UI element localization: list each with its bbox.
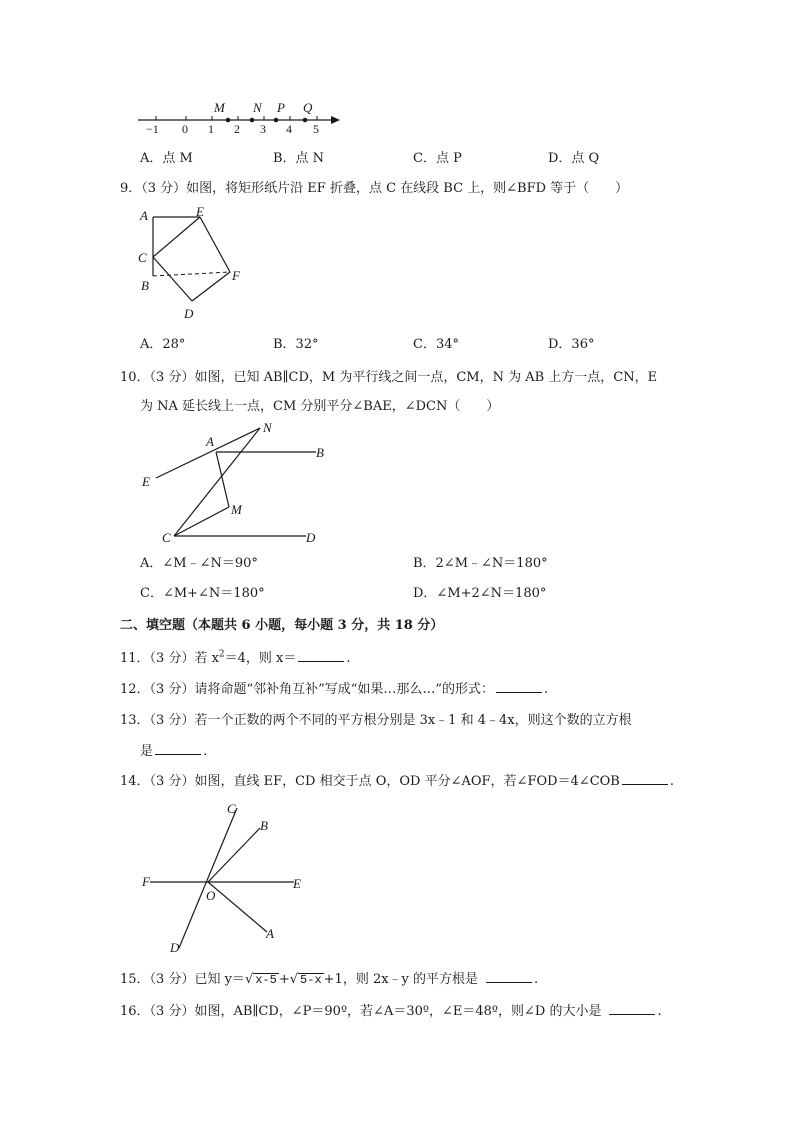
point-label: P [277, 100, 285, 115]
tick-label: 2 [234, 122, 240, 136]
q11-end: . [346, 651, 351, 666]
q12 [120, 678, 548, 697]
sqrt-radicand: 5-x [300, 973, 322, 987]
answer-blank[interactable] [496, 680, 542, 693]
q13-line2-prefix: 是 [140, 744, 154, 759]
answer-blank[interactable] [609, 1002, 655, 1015]
tick-label: 1 [208, 122, 214, 136]
q14-figure [136, 800, 316, 958]
tick-label: −1 [146, 122, 159, 136]
q9-figure [132, 202, 252, 324]
fig-label: A [206, 434, 214, 449]
q13-end: . [203, 744, 208, 759]
point-label: M [214, 100, 225, 115]
number-line-figure [130, 96, 350, 138]
answer-blank[interactable] [155, 742, 201, 755]
q14-stem: 14．（3 分）如图，直线 EF，CD 相交于点 O，OD 平分∠AOF，若∠FOD＝4∠COB [120, 774, 620, 789]
fig-label: C [138, 250, 147, 265]
q11-suffix: ＝4，则 x＝ [224, 651, 297, 666]
tick-label: 3 [260, 122, 266, 136]
q11-prefix: 11．（3 分）若 x [120, 651, 219, 666]
q13-line2 [140, 740, 207, 759]
q14-end: . [669, 774, 675, 789]
section-title: 二、填空题（本题共 6 小题，每小题 3 分，共 18 分） [120, 618, 444, 633]
q9-option-c: C．34° [413, 337, 459, 352]
q14 [120, 770, 674, 789]
q9-option-b: B．32° [273, 337, 319, 352]
q10-figure [138, 418, 328, 546]
q10-option-c: C．∠M+∠N＝180° [140, 586, 265, 601]
fig-label: B [141, 278, 149, 293]
fig-label: B [260, 818, 268, 833]
fig-label: D [306, 530, 316, 545]
answer-blank[interactable] [486, 970, 532, 983]
q10-option-a: A．∠M﹣∠N＝90° [140, 556, 258, 571]
point-label: N [253, 100, 262, 115]
fig-label: D [170, 940, 180, 955]
q8-option-c: C．点 P [413, 151, 462, 166]
q9-option-a: A．28° [140, 337, 186, 352]
q12-end: . [544, 682, 549, 697]
q16 [120, 1000, 662, 1019]
fig-label: O [206, 888, 216, 903]
fig-label: A [140, 208, 148, 223]
fig-label: B [316, 445, 324, 460]
answer-blank[interactable] [622, 772, 668, 785]
q15-suffix: +1，则 2x﹣y 的平方根是 [323, 972, 479, 987]
q9-stem: 9．（3 分）如图，将矩形纸片沿 EF 折叠，点 C 在线段 BC 上，则∠BFD 等于（ ） [120, 181, 629, 196]
answer-blank[interactable] [298, 649, 344, 662]
fig-label: C [227, 801, 236, 816]
fig-label: F [232, 268, 240, 283]
fig-label: M [231, 502, 242, 517]
fig-label: N [263, 420, 272, 435]
q15-plus: + [278, 972, 290, 987]
fig-label: E [196, 204, 204, 219]
q15-end: . [534, 972, 539, 987]
q16-stem: 16．（3 分）如图，AB∥CD，∠P＝90º，若∠A＝30º，∠E＝48º，则∠D 的大小是 [120, 1004, 602, 1019]
q10-stem-line2: 为 NA 延长线上一点，CM 分别平分∠BAE，∠DCN（ ） [140, 399, 500, 414]
q15: 15．（3 分）已知 y＝√ x-5 +√ 5-x +1，则 2x﹣y 的平方根是 . [120, 972, 539, 987]
q8-option-d: D．点 Q [548, 151, 600, 166]
fig-label: E [142, 474, 150, 489]
fig-label: D [184, 306, 194, 321]
q15-prefix: 15．（3 分）已知 y＝ [120, 972, 245, 987]
fig-label: C [162, 530, 171, 545]
point-label: Q [303, 100, 313, 115]
q11-exponent: 2 [218, 649, 225, 660]
q8-option-b: B．点 N [273, 151, 325, 166]
q8-option-a: A．点 M [140, 151, 193, 166]
q10-stem-line1: 10．（3 分）如图，已知 AB∥CD，M 为平行线之间一点，CM，N 为 AB 上方一点，CN，E [120, 370, 658, 385]
tick-label: 5 [313, 122, 319, 136]
q13-line1: 13．（3 分）若一个正数的两个不同的平方根分别是 3x﹣1 和 4﹣4x，则这个数的立方根 [120, 713, 632, 728]
fig-label: A [266, 926, 274, 941]
q11 [120, 647, 351, 666]
tick-label: 0 [182, 122, 188, 136]
q10-option-d: D．∠M+2∠N＝180° [413, 586, 547, 601]
q12-prefix: 12．（3 分）请将命题“邻补角互补”写成“如果…那么…”的形式： [120, 682, 495, 697]
fig-label: E [293, 876, 301, 891]
q16-end: . [657, 1004, 662, 1019]
q9-option-d: D．36° [548, 337, 595, 352]
q10-option-b: B．2∠M﹣∠N＝180° [413, 556, 548, 571]
fig-label: F [142, 874, 150, 889]
sqrt-radicand: x-5 [255, 973, 277, 987]
tick-label: 4 [286, 122, 292, 136]
